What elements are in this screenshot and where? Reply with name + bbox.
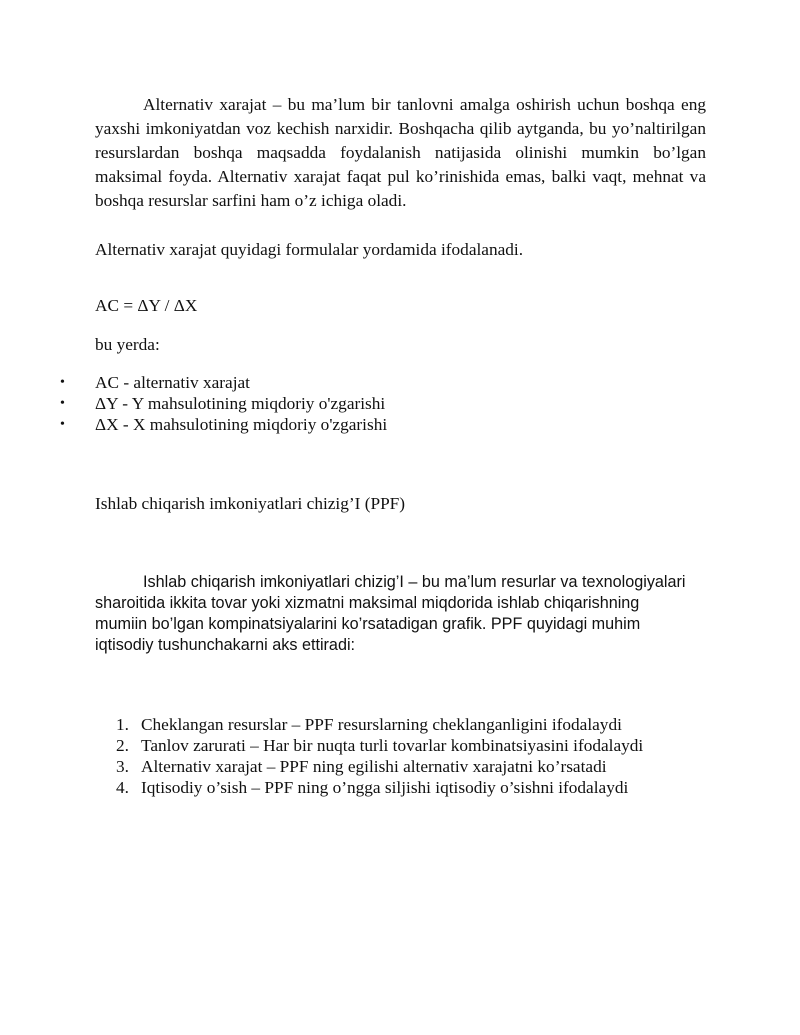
ppf-paragraph: Ishlab chiqarish imkoniyatlari chizig’I – bu ma’lum resurlar va texnologiyalari sharoitida ikkita tovar yoki xizmatni maksimal miqdorida ishlab chiqarishning mumiin bo’lgan kompinatsiyalarini ko’rsatadigan grafik. PPF quyidagi muhim iqtisodiy tushunchakarni aks ettiradi: xyxy=(95,573,686,654)
where-label: bu yerda: xyxy=(95,335,160,354)
item-number: 4. xyxy=(116,778,129,797)
item-number: 1. xyxy=(116,715,129,734)
definition-text: ΔY - Y mahsulotining miqdoriy o'zgarishi xyxy=(95,394,386,413)
concept-text: Alternativ xarajat – PPF ning egilishi alternativ xarajatni ko’rsatadi xyxy=(141,757,607,776)
item-number: 3. xyxy=(116,757,129,776)
concept-text: Tanlov zarurati – Har bir nuqta turli tovarlar kombinatsiyasini ifodalaydi xyxy=(141,736,644,755)
item-number: 2. xyxy=(116,736,129,755)
bullet-icon: • xyxy=(60,375,65,390)
definition-text: ΔX - X mahsulotining miqdoriy o'zgarishi xyxy=(95,415,388,434)
concept-text: Iqtisodiy o’sish – PPF ning o’ngga siljishi iqtisodiy o’sishni ifodalaydi xyxy=(141,778,629,797)
concept-text: Cheklangan resurslar – PPF resurslarning cheklanganligini ifodalaydi xyxy=(141,715,622,734)
bullet-icon: • xyxy=(60,396,65,411)
formula-intro: Alternativ xarajat quyidagi formulalar yordamida ifodalanadi. xyxy=(95,240,524,259)
definition-text: AC - alternativ xarajat xyxy=(95,373,250,392)
ppf-heading: Ishlab chiqarish imkoniyatlari chizig’I (PPF) xyxy=(95,494,406,513)
formula: AC = ΔY / ΔX xyxy=(95,296,198,315)
bullet-icon: • xyxy=(60,417,65,432)
intro-paragraph: Alternativ xarajat – bu ma’lum bir tanlovni amalga oshirish uchun boshqa eng yaxshi imkoniyatdan voz kechish narxidir. Boshqacha qilib aytganda, bu yo’naltirilgan resurslardan boshqa maqsadda foydalanish natijasida olinishi mumkin bo’lgan maksimal foyda. Alternativ xarajat faqat pul ko’rinishida emas, balki vaqt, mehnat va boshqa resurslar sarfini ham o’z ichiga oladi. xyxy=(95,95,706,210)
